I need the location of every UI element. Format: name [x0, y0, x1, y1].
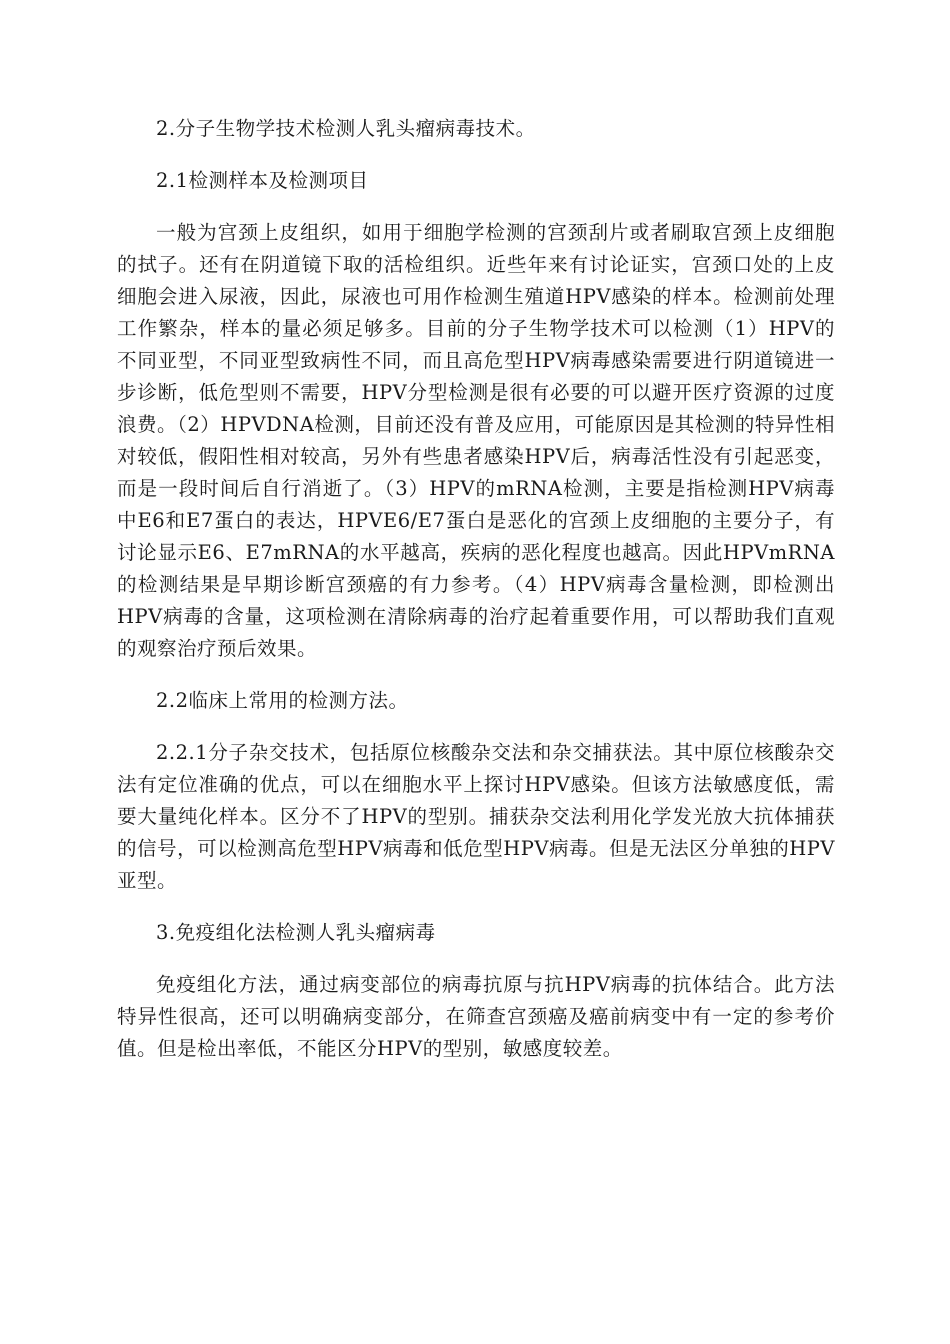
section-heading-2: 2.分子生物学技术检测人乳头瘤病毒技术。: [156, 117, 536, 140]
document-page: [117, 113, 835, 1085]
section-heading-2-1: 2.1检测样本及检测项目: [156, 169, 369, 192]
paragraph-samples: 一般为宫颈上皮组织，如用于细胞学检测的宫颈刮片或者刷取宫颈上皮细胞的拭子。还有在阴道镜下取的活检组织。近些年来有讨论证实，宫颈口处的上皮细胞会进入尿液，因此，尿液也可用作检测生殖道HPV感染的样本。检测前处理工作繁杂，样本的量必须足够多。目前的分子生物学技术可以检测（1）HPV的不同亚型，不同亚型致病性不同，而且高危型HPV病毒感染需要进行阴道镜进一步诊断，低危型则不需要，HPV分型检测是很有必要的可以避开医疗资源的过度浪费。（2）HPVDNA检测，目前还没有普及应用，可能原因是其检测的特异性相对较低，假阳性相对较高，另外有些患者感染HPV后，病毒活性没有引起恶变，而是一段时间后自行消逝了。（3）HPV的mRNA检测，主要是指检测HPV病毒中E6和E7蛋白的表达，HPVE6/E7蛋白是恶化的宫颈上皮细胞的主要分子，有讨论显示E6、E7mRNA的水平越高，疾病的恶化程度也越高。因此HPVmRNA的检测结果是早期诊断宫颈癌的有力参考。（4）HPV病毒含量检测，即检测出HPV病毒的含量，这项检测在清除病毒的治疗起着重要作用，可以帮助我们直观的观察治疗预后效果。: [117, 221, 835, 660]
section-heading-3: 3.免疫组化法检测人乳头瘤病毒: [156, 921, 436, 944]
section-heading-2-2: 2.2临床上常用的检测方法。: [156, 689, 409, 712]
paragraph-immunohistochemistry: 免疫组化方法，通过病变部位的病毒抗原与抗HPV病毒的抗体结合。此方法特异性很高，还可以明确病变部分，在筛查宫颈癌及癌前病变中有一定的参考价值。但是检出率低，不能区分HPV的型别，敏感度较差。: [117, 973, 835, 1060]
paragraph-hybridization: 2.2.1分子杂交技术，包括原位核酸杂交法和杂交捕获法。其中原位核酸杂交法有定位准确的优点，可以在细胞水平上探讨HPV感染。但该方法敏感度低，需要大量纯化样本。区分不了HPV的型别。捕获杂交法利用化学发光放大抗体捕获的信号，可以检测高危型HPV病毒和低危型HPV病毒。但是无法区分单独的HPV亚型。: [117, 741, 835, 892]
